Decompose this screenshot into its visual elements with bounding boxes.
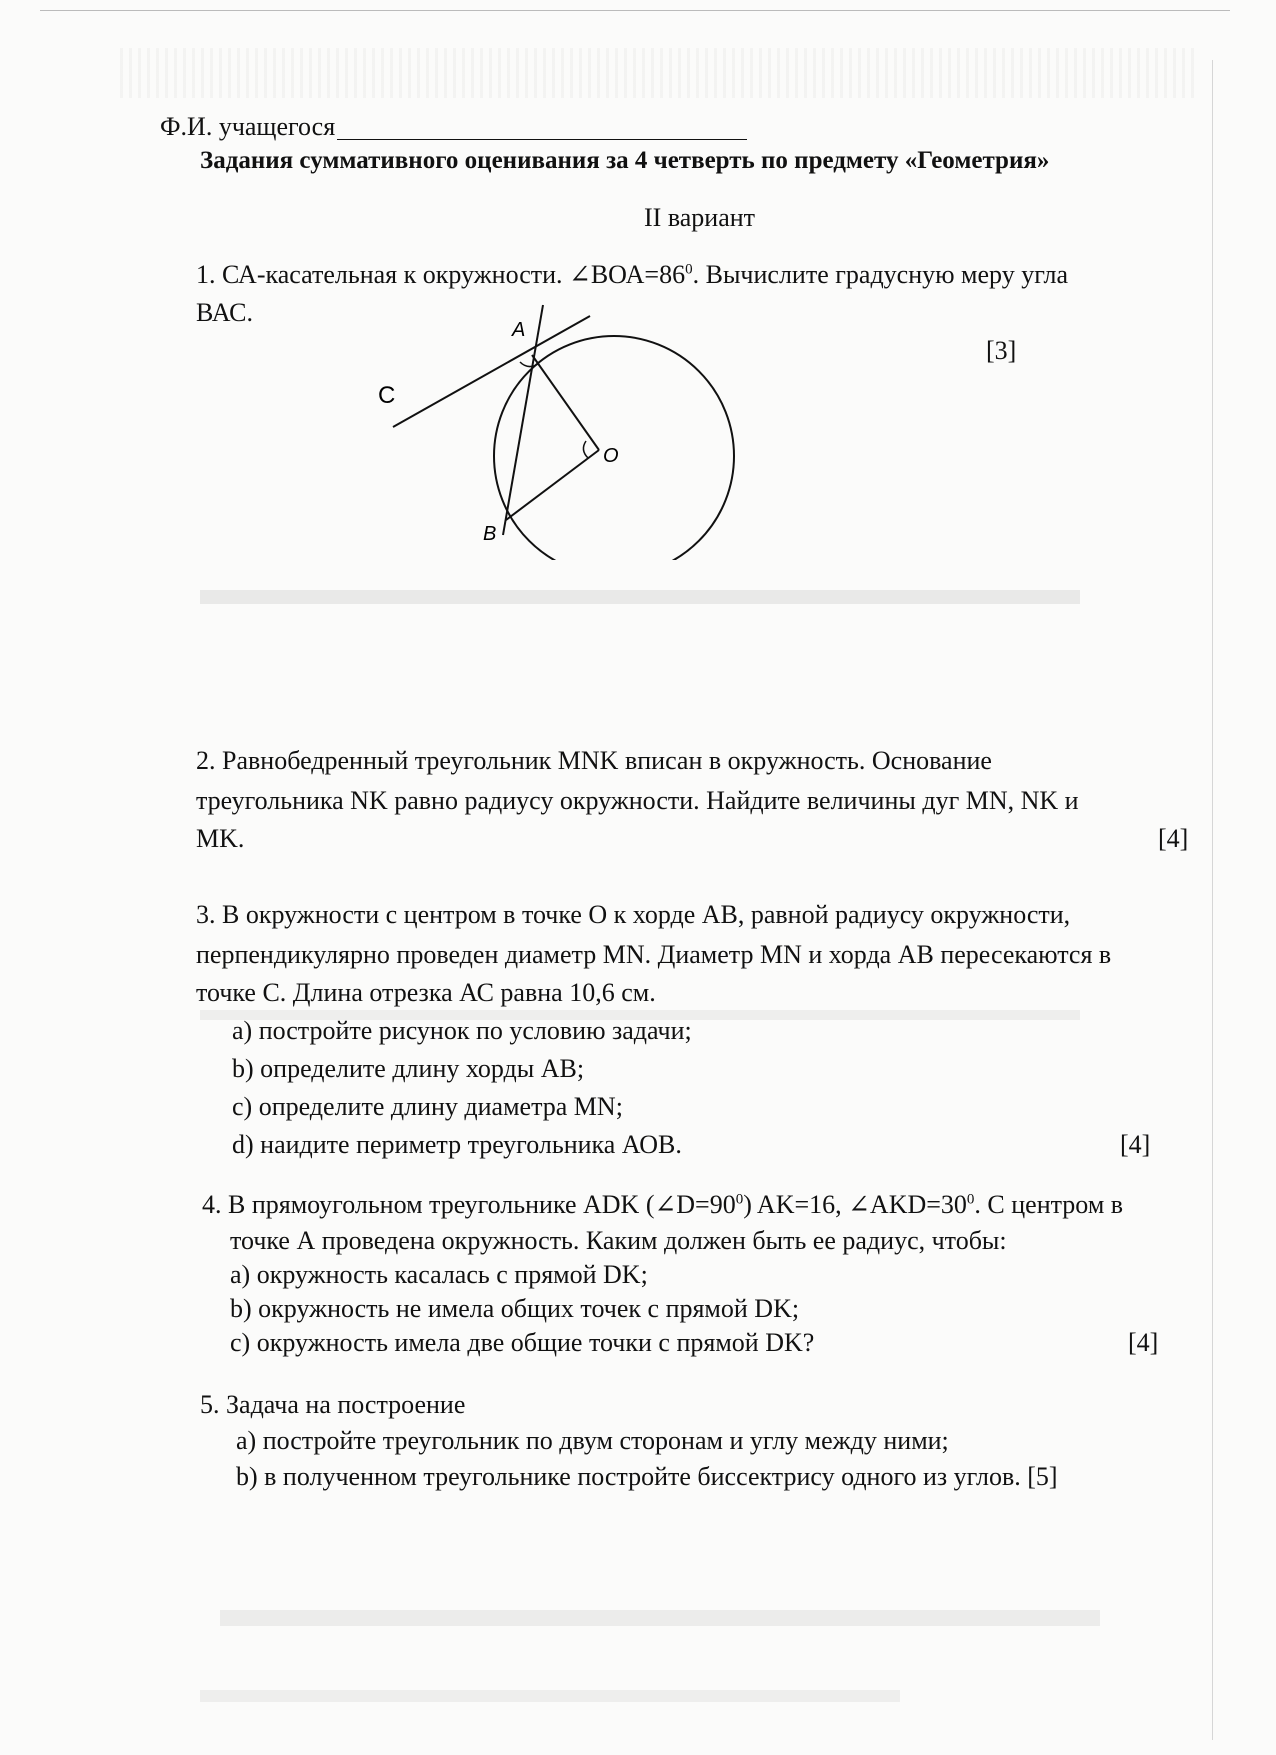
radius-bo xyxy=(506,450,599,520)
task4-degree-1: 0 xyxy=(735,1191,744,1208)
radius-ao xyxy=(532,355,599,450)
task5-item-b: b) в полученном треугольнике постройте биссектрису одного из углов. [5] xyxy=(236,1462,1058,1491)
task3-item-c: c) определите длину диаметра MN; xyxy=(232,1092,623,1121)
scan-right-border xyxy=(1212,60,1213,1740)
task1-line1 xyxy=(196,262,1068,288)
task1-text-a: 1. СА-касательная к окружности. ∠ВОА=86 xyxy=(196,260,686,289)
label-b: B xyxy=(483,523,497,545)
bleed-through-artifact xyxy=(200,590,1080,604)
name-blank-line xyxy=(337,117,747,140)
task4-item-c: c) окружность имела две общие точки с прямой DK? xyxy=(230,1328,815,1357)
task4-points: [4] xyxy=(1128,1328,1159,1357)
task3-line3: точке С. Длина отрезка АС равна 10,6 см. xyxy=(196,978,656,1007)
page-title: Задания суммативного оценивания за 4 четверть по предмету «Геометрия» xyxy=(200,147,1050,174)
task5-item-a: a) постройте треугольник по двум сторонам и углу между ними; xyxy=(236,1426,949,1455)
task2-points: [4] xyxy=(1158,824,1189,853)
task2-line3: MK. xyxy=(196,824,245,853)
task1-text-b: . Вычислите градусную меру угла xyxy=(692,260,1069,289)
task4-text-c: . С центром в xyxy=(974,1190,1124,1219)
label-o: O xyxy=(603,445,619,467)
task4-text-a: 4. В прямоугольном треугольнике ADK (∠D=90 xyxy=(202,1190,736,1219)
task5-line1: 5. Задача на построение xyxy=(200,1390,466,1419)
task3-points: [4] xyxy=(1120,1130,1151,1159)
task1-points: [3] xyxy=(986,336,1017,365)
task3-item-b: b) определите длину хорды АВ; xyxy=(232,1054,585,1083)
task4-line2: точке А проведена окружность. Каким должен быть ее радиус, чтобы: xyxy=(230,1226,1007,1255)
label-c: C xyxy=(378,382,396,409)
variant-label: II вариант xyxy=(644,203,756,232)
task4-item-b: b) окружность не имела общих точек с прямой DK; xyxy=(230,1294,800,1323)
task4-line1 xyxy=(202,1192,1123,1218)
bleed-through-artifact xyxy=(200,1690,900,1702)
task3-line1: 3. В окружности с центром в точке О к хорде АВ, равной радиусу окружности, xyxy=(196,900,1071,929)
student-name-label xyxy=(160,114,747,140)
task3-item-a: a) постройте рисунок по условию задачи; xyxy=(232,1016,692,1045)
task2-line1: 2. Равнобедренный треугольник MNK вписан в окружность. Основание xyxy=(196,746,992,775)
task3-item-d: d) наидите периметр треугольника АОВ. xyxy=(232,1130,682,1159)
task4-item-a: a) окружность касалась с прямой DK; xyxy=(230,1260,648,1289)
task4-text-b: ) AK=16, ∠AKD=30 xyxy=(743,1190,967,1219)
label-a: A xyxy=(512,319,526,341)
task1-figure xyxy=(360,300,740,560)
task2-line2: треугольника NK равно радиусу окружности. Найдите величины дуг MN, NK и xyxy=(196,786,1079,815)
scan-top-border xyxy=(40,10,1230,11)
angle-mark-o xyxy=(583,441,588,458)
task4-degree-2: 0 xyxy=(966,1191,975,1208)
tangent-line-ca xyxy=(393,316,590,427)
student-label-text: Ф.И. учащегося xyxy=(160,112,336,141)
scan-noise xyxy=(120,48,1200,98)
task1-line2: ВАС. xyxy=(196,298,254,327)
bleed-through-artifact xyxy=(220,1610,1100,1626)
task3-line2: перпендикулярно проведен диаметр MN. Диаметр MN и хорда АВ пересекаются в xyxy=(196,940,1112,969)
task1-degree: 0 xyxy=(685,261,693,278)
